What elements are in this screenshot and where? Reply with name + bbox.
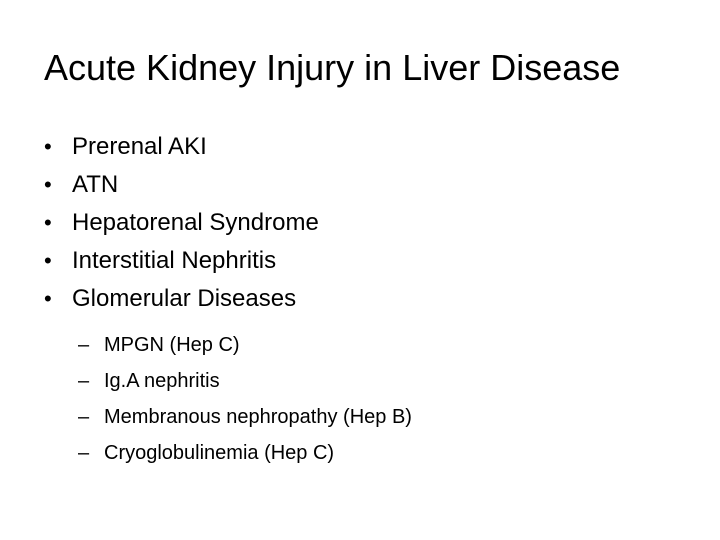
dash-icon: –	[78, 406, 90, 428]
slide-title: Acute Kidney Injury in Liver Disease	[44, 47, 621, 88]
bullet-icon: •	[44, 286, 52, 311]
bullet-item	[44, 166, 319, 204]
bullet-item	[44, 242, 319, 280]
dash-icon: –	[78, 370, 90, 392]
subbullet-text: Membranous nephropathy (Hep B)	[104, 406, 412, 428]
subbullet-item	[78, 435, 412, 471]
bullet-item	[44, 204, 319, 242]
bullet-icon: •	[44, 172, 52, 197]
dash-icon: –	[78, 334, 90, 356]
subbullet-list	[78, 327, 412, 471]
subbullet-item	[78, 327, 412, 363]
bullet-text: Hepatorenal Syndrome	[72, 209, 319, 236]
dash-icon: –	[78, 442, 90, 464]
bullet-icon: •	[44, 210, 52, 235]
bullet-list	[44, 128, 319, 318]
subbullet-text: Cryoglobulinemia (Hep C)	[104, 442, 335, 464]
bullet-icon: •	[44, 134, 52, 159]
bullet-item	[44, 128, 319, 166]
bullet-item	[44, 280, 319, 318]
bullet-text: Glomerular Diseases	[72, 285, 297, 312]
subbullet-text: Ig.A nephritis	[104, 370, 220, 392]
bullet-icon: •	[44, 248, 52, 273]
bullet-text: Prerenal AKI	[72, 133, 207, 160]
bullet-text: ATN	[72, 171, 119, 198]
bullet-text: Interstitial Nephritis	[72, 247, 277, 274]
subbullet-item	[78, 363, 412, 399]
subbullet-text: MPGN (Hep C)	[104, 334, 240, 356]
subbullet-item	[78, 399, 412, 435]
